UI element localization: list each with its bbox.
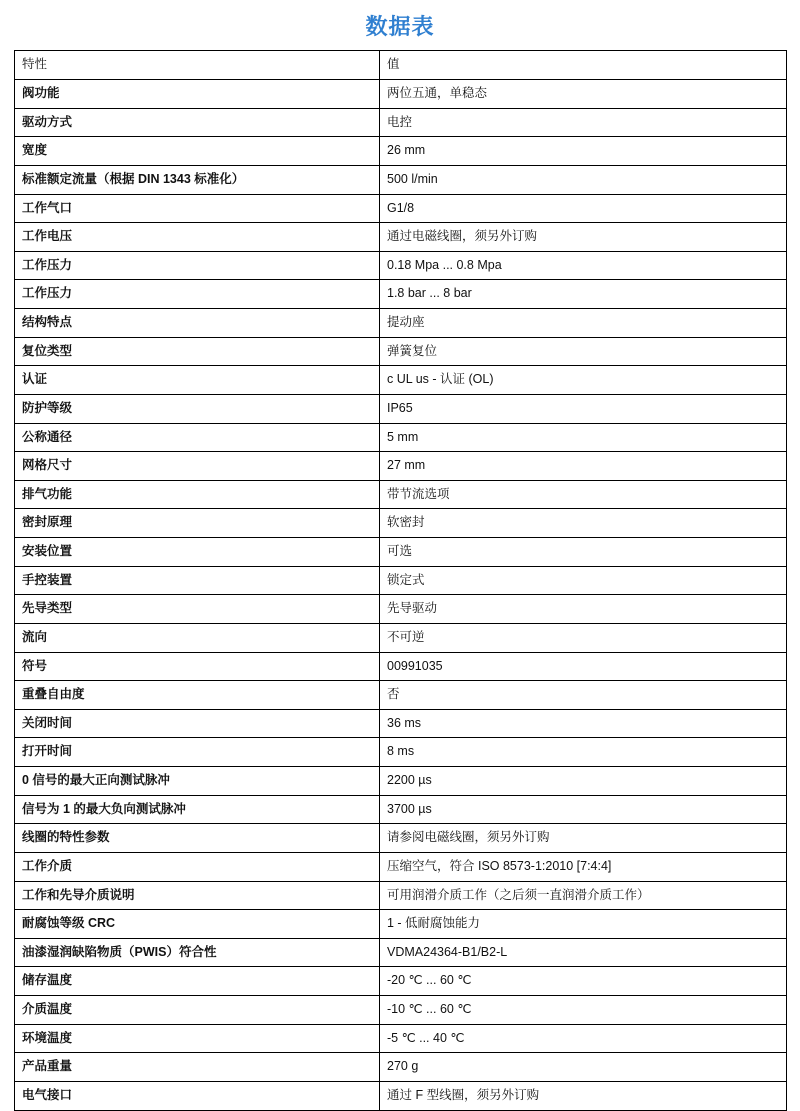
- spec-value: 2200 µs: [380, 767, 787, 796]
- table-row: [15, 967, 787, 996]
- spec-value: -20 ℃ ... 60 ℃: [380, 967, 787, 996]
- spec-value: c UL us - 认证 (OL): [380, 366, 787, 395]
- specifications-table: [14, 50, 787, 1110]
- spec-key: 手控装置: [15, 566, 380, 595]
- spec-value: IP65: [380, 394, 787, 423]
- spec-value: 通过 F 型线圈，须另外订购: [380, 1081, 787, 1110]
- spec-key: 宽度: [15, 137, 380, 166]
- spec-key: 认证: [15, 366, 380, 395]
- table-row: [15, 1081, 787, 1110]
- spec-value: -10 ℃ ... 60 ℃: [380, 996, 787, 1025]
- spec-value: 不可逆: [380, 623, 787, 652]
- spec-value: 1.8 bar ... 8 bar: [380, 280, 787, 309]
- spec-key: 复位类型: [15, 337, 380, 366]
- spec-value: 否: [380, 681, 787, 710]
- spec-key: 线圈的特性参数: [15, 824, 380, 853]
- table-row: [15, 623, 787, 652]
- table-row: [15, 852, 787, 881]
- spec-key: 符号: [15, 652, 380, 681]
- table-row: [15, 881, 787, 910]
- spec-key: 排气功能: [15, 480, 380, 509]
- spec-key: 防护等级: [15, 394, 380, 423]
- spec-key: 先导类型: [15, 595, 380, 624]
- table-row: [15, 309, 787, 338]
- spec-key: 储存温度: [15, 967, 380, 996]
- table-row: [15, 480, 787, 509]
- spec-value: 26 mm: [380, 137, 787, 166]
- spec-value: 5 mm: [380, 423, 787, 452]
- spec-value: 可选: [380, 538, 787, 567]
- spec-key: 公称通径: [15, 423, 380, 452]
- spec-value: 可用润滑介质工作（之后须一直润滑介质工作）: [380, 881, 787, 910]
- table-row: [15, 108, 787, 137]
- table-row: [15, 251, 787, 280]
- spec-value: 36 ms: [380, 709, 787, 738]
- spec-value: 软密封: [380, 509, 787, 538]
- spec-value: 通过电磁线圈，须另外订购: [380, 223, 787, 252]
- spec-value: VDMA24364-B1/B2-L: [380, 938, 787, 967]
- spec-value: 电控: [380, 108, 787, 137]
- table-row: [15, 509, 787, 538]
- column-header-characteristic: 特性: [15, 51, 380, 80]
- table-row: [15, 709, 787, 738]
- table-header: [15, 51, 787, 80]
- table-row: [15, 538, 787, 567]
- spec-key: 结构特点: [15, 309, 380, 338]
- spec-key: 油漆湿润缺陷物质（PWIS）符合性: [15, 938, 380, 967]
- spec-value: 500 l/min: [380, 165, 787, 194]
- table-row: [15, 137, 787, 166]
- table-row: [15, 681, 787, 710]
- table-row: [15, 366, 787, 395]
- spec-value: G1/8: [380, 194, 787, 223]
- table-row: [15, 996, 787, 1025]
- spec-value: 8 ms: [380, 738, 787, 767]
- spec-key: 重叠自由度: [15, 681, 380, 710]
- table-row: [15, 795, 787, 824]
- table-row: [15, 1053, 787, 1082]
- spec-key: 阀功能: [15, 80, 380, 109]
- spec-key: 工作和先导介质说明: [15, 881, 380, 910]
- table-row: [15, 194, 787, 223]
- spec-key: 工作压力: [15, 251, 380, 280]
- spec-value: 270 g: [380, 1053, 787, 1082]
- spec-key: 工作电压: [15, 223, 380, 252]
- table-row: [15, 165, 787, 194]
- spec-value: 请参阅电磁线圈，须另外订购: [380, 824, 787, 853]
- spec-value: 3700 µs: [380, 795, 787, 824]
- table-row: [15, 824, 787, 853]
- table-row: [15, 223, 787, 252]
- spec-key: 关闭时间: [15, 709, 380, 738]
- column-header-value: 值: [380, 51, 787, 80]
- table-row: [15, 938, 787, 967]
- table-row: [15, 910, 787, 939]
- spec-key: 电气接口: [15, 1081, 380, 1110]
- table-row: [15, 394, 787, 423]
- table-row: [15, 1024, 787, 1053]
- spec-key: 流向: [15, 623, 380, 652]
- page-title: 数据表: [365, 14, 435, 39]
- table-row: [15, 566, 787, 595]
- table-row: [15, 280, 787, 309]
- spec-value: -5 ℃ ... 40 ℃: [380, 1024, 787, 1053]
- spec-value: 27 mm: [380, 452, 787, 481]
- spec-key: 安装位置: [15, 538, 380, 567]
- spec-key: 介质温度: [15, 996, 380, 1025]
- table-row: [15, 452, 787, 481]
- spec-value: 0.18 Mpa ... 0.8 Mpa: [380, 251, 787, 280]
- table-row: [15, 767, 787, 796]
- spec-value: 提动座: [380, 309, 787, 338]
- table-row: [15, 337, 787, 366]
- spec-key: 标准额定流量（根据 DIN 1343 标准化）: [15, 165, 380, 194]
- spec-key: 信号为 1 的最大负向测试脉冲: [15, 795, 380, 824]
- spec-value: 先导驱动: [380, 595, 787, 624]
- spec-value: 弹簧复位: [380, 337, 787, 366]
- spec-key: 网格尺寸: [15, 452, 380, 481]
- table-row: [15, 80, 787, 109]
- spec-key: 工作介质: [15, 852, 380, 881]
- spec-key: 密封原理: [15, 509, 380, 538]
- spec-key: 打开时间: [15, 738, 380, 767]
- spec-value: 00991035: [380, 652, 787, 681]
- spec-key: 耐腐蚀等级 CRC: [15, 910, 380, 939]
- spec-key: 驱动方式: [15, 108, 380, 137]
- spec-key: 工作气口: [15, 194, 380, 223]
- table-body: [15, 80, 787, 1111]
- spec-key: 环境温度: [15, 1024, 380, 1053]
- spec-value: 压缩空气，符合 ISO 8573-1:2010 [7:4:4]: [380, 852, 787, 881]
- table-row: [15, 423, 787, 452]
- table-row: [15, 595, 787, 624]
- table-header-row: [15, 51, 787, 80]
- table-row: [15, 738, 787, 767]
- table-row: [15, 652, 787, 681]
- spec-value: 带节流选项: [380, 480, 787, 509]
- spec-key: 工作压力: [15, 280, 380, 309]
- spec-value: 两位五通，单稳态: [380, 80, 787, 109]
- spec-value: 1 - 低耐腐蚀能力: [380, 910, 787, 939]
- spec-value: 锁定式: [380, 566, 787, 595]
- spec-key: 产品重量: [15, 1053, 380, 1082]
- spec-key: 0 信号的最大正向测试脉冲: [15, 767, 380, 796]
